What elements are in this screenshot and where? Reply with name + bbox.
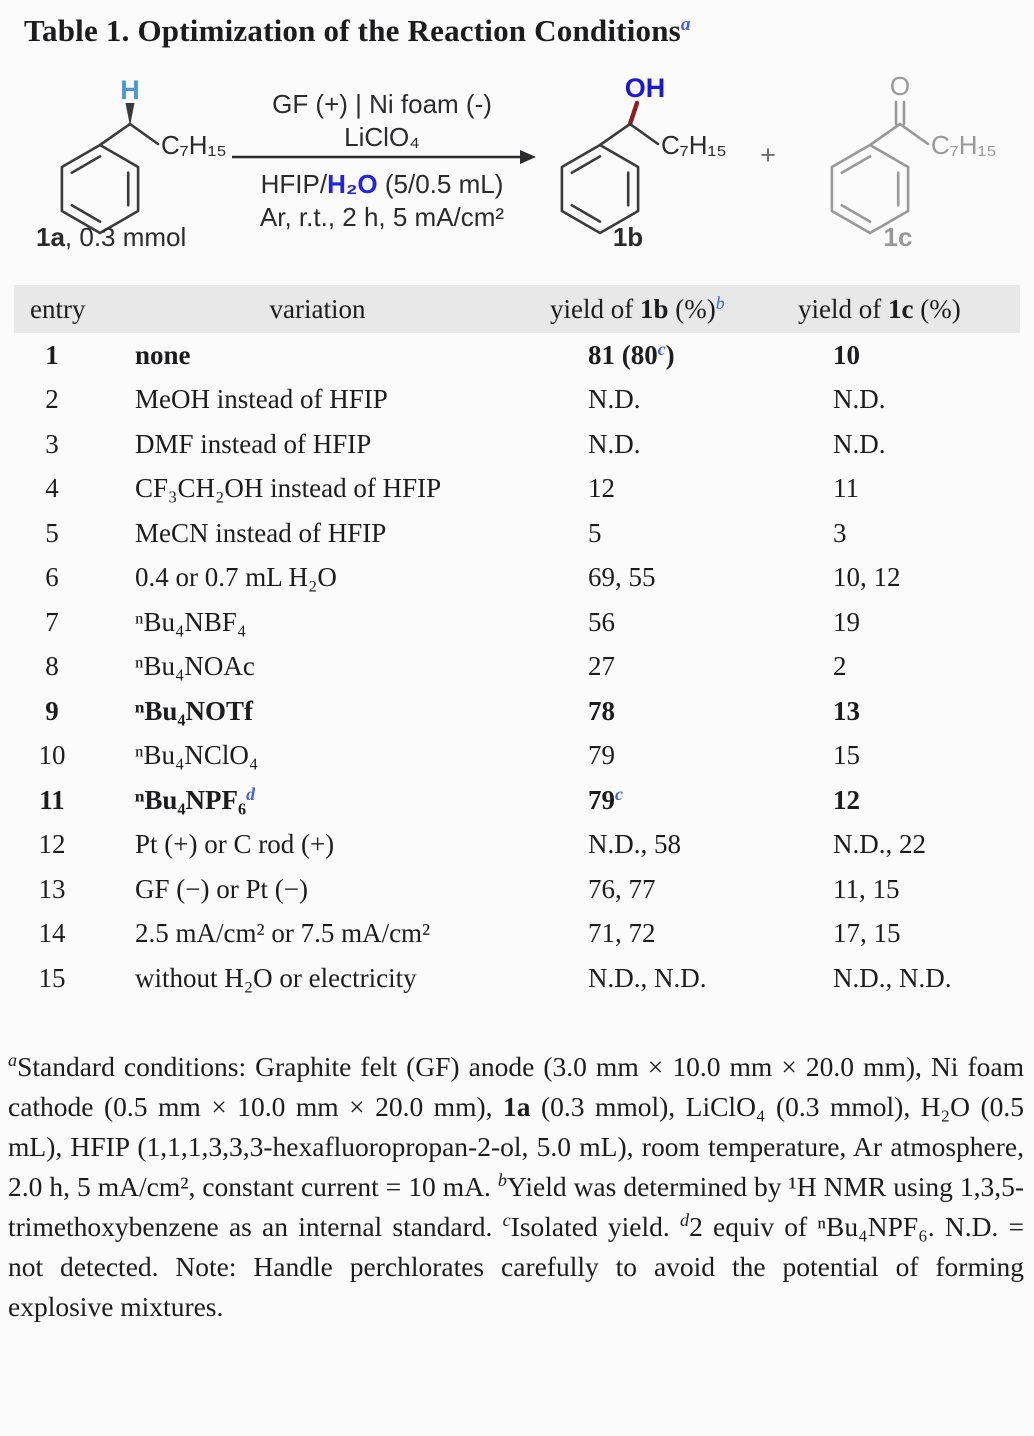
cell-variation [90,340,545,371]
table-row [14,734,1020,779]
cell-yield_1b [545,740,793,771]
text-segment: (0.3 mmol), LiClO₄ (0.3 mmol), H₂O (0.5 mL), HFIP (1,1,1,3,3,3-hexafluoropropan-2-ol, 5.0 mL), room temperature, Ar atmosphere, 2.0 h, 5 mA/cm², constant current = 10 mA. [8,1090,1025,1202]
text-segment: 8 [45,651,59,682]
text-segment: Pt (+) or C rod (+) [135,829,335,860]
product-1c-chain-label: C₇H₁₅ [931,130,997,160]
header-entry [14,294,90,325]
cell-yield_1b [545,785,793,816]
table-row [14,778,1020,823]
substrate-structure [36,75,227,252]
cell-yield_1b [545,562,793,593]
c-oh-bond [630,103,637,124]
text-segment: 78 [588,695,615,726]
product-1b-name: 1b [612,222,644,252]
text-segment: 12 [38,829,66,860]
text-segment: N.D. [833,428,886,459]
text-segment: N.D., N.D. [833,962,952,993]
text-segment: 2 equiv of ⁿBu₄NPF₆. N.D. = not detected. Note: Handle perchlorates carefully to avoid the potential of forming explosive mixtures. [8,1210,1025,1322]
text-segment: 13 [38,873,66,904]
cell-variation [90,740,545,771]
table-row [14,378,1020,423]
cell-yield_1c [793,429,1020,460]
text-segment: 5 [45,517,59,548]
cell-entry [14,785,90,816]
text-segment: ) [665,339,675,370]
text-segment: d [246,783,255,804]
text-segment: yield of [550,293,640,324]
text-segment: 0.4 or 0.7 mL H₂O [135,562,337,593]
cell-variation [90,651,545,682]
paper-table-figure [0,12,1034,1327]
cell-yield_1c [793,874,1020,905]
cell-yield_1c [793,607,1020,638]
electrolyte-text: LiClO₄ [344,122,420,152]
cell-variation [90,384,545,415]
cell-variation [90,607,545,638]
text-segment: 7 [45,606,59,637]
footnote [8,1047,1024,1327]
text-segment: ⁿBu₄NOTf [135,695,254,726]
reaction-arrow [232,89,536,232]
cell-yield_1b [545,829,793,860]
table-row [14,422,1020,467]
benzene-ring [832,145,908,233]
benzene-ring [62,145,138,233]
cell-yield_1b [545,963,793,994]
text-segment: CF₃CH₂OH instead of HFIP [135,473,442,504]
carbonyl-double-bond [896,102,904,124]
cell-entry [14,918,90,949]
cell-entry [14,562,90,593]
text-segment: a [8,1050,18,1071]
table-body [14,333,1020,1001]
text-segment: Yield was determined by ¹H NMR using 1,3,5-trimethoxybenzene as an internal standard. [8,1170,1024,1242]
cell-yield_1b [545,473,793,504]
text-segment: N.D., 58 [588,829,681,860]
text-segment: N.D. [588,428,641,459]
table-row [14,556,1020,601]
table-row [14,867,1020,912]
substrate-name: 1a, 0.3 mmol [36,222,187,252]
cell-entry [14,696,90,727]
cell-variation [90,963,545,994]
text-segment: N.D. [833,384,886,415]
text-segment: 11 [833,473,859,504]
text-segment: Isolated yield. [510,1210,680,1242]
product-1c-name: 1c [883,222,913,252]
table-row [14,912,1020,957]
cell-yield_1c [793,562,1020,593]
cell-entry [14,963,90,994]
table-title-footnote-marker: a [680,14,691,36]
cell-entry [14,874,90,905]
arrow-head [520,150,536,164]
text-segment: 56 [588,606,615,637]
benzylic-bond [870,124,900,145]
table-row [14,823,1020,868]
text-segment: b [715,292,725,313]
text-segment: ⁿBu₄NOAc [135,651,255,682]
cell-yield_1c [793,518,1020,549]
text-segment: 1c [887,293,914,324]
cell-variation [90,829,545,860]
cell-entry [14,829,90,860]
cell-yield_1c [793,340,1020,371]
cell-variation [90,696,545,727]
cell-variation [90,918,545,949]
table-row [14,689,1020,734]
benzylic-h-label: H [120,75,140,105]
text-segment: 14 [38,918,66,949]
table-row [14,600,1020,645]
benzylic-bond [100,124,130,145]
cell-variation [90,473,545,504]
cell-yield_1c [793,473,1020,504]
header-yield-1c [793,294,1020,325]
optimization-table [14,285,1020,1001]
text-segment: 79 [588,784,615,815]
text-segment: b [497,1170,507,1191]
table-row [14,511,1020,556]
text-segment: 1b [639,293,669,324]
text-segment: GF (−) or Pt (−) [135,873,308,904]
cell-yield_1b [545,607,793,638]
cell-yield_1c [793,785,1020,816]
text-segment: 10, 12 [833,562,901,593]
plus-sign: + [760,140,776,170]
text-segment: N.D., 22 [833,829,926,860]
text-segment: Standard conditions: Graphite felt (GF) anode (3.0 mm × 10.0 mm × 20.0 mm), Ni foam cathode (0.5 mm × 10.0 mm × 20.0 mm), [8,1050,1024,1122]
product-1b-chain-label: C₇H₁₅ [661,130,727,160]
text-segment: c [657,338,666,359]
text-segment: 2 [45,384,59,415]
cell-entry [14,518,90,549]
substrate-chain-label: C₇H₁₅ [161,130,227,160]
wedge-bond [126,103,135,126]
cell-entry [14,607,90,638]
text-segment: N.D. [588,384,641,415]
cell-entry [14,340,90,371]
text-segment: 9 [45,695,59,726]
cell-yield_1c [793,963,1020,994]
table-row [14,333,1020,378]
text-segment: c [502,1210,511,1231]
cell-yield_1b [545,518,793,549]
hydroxyl-label: OH [624,73,666,103]
text-segment: 27 [588,651,615,682]
cell-yield_1b [545,429,793,460]
product-1c-structure [832,71,997,252]
cell-yield_1c [793,918,1020,949]
cell-yield_1c [793,696,1020,727]
text-segment: 1a [502,1090,531,1122]
text-segment: 10 [38,740,66,771]
text-segment: 5 [588,517,602,548]
text-segment: 17, 15 [833,918,901,949]
text-segment: 15 [38,962,66,993]
cell-variation [90,874,545,905]
text-segment: 13 [833,695,860,726]
text-segment: 19 [833,606,860,637]
text-segment: DMF instead of HFIP [135,428,372,459]
cell-variation [90,785,545,816]
text-segment: ⁿBu₄NBF₄ [135,606,247,637]
cell-yield_1b [545,874,793,905]
table-row [14,467,1020,512]
chain-bond [900,124,928,144]
text-segment: 15 [833,740,860,771]
text-segment: 3 [45,428,59,459]
text-segment: yield of [798,293,888,324]
product-1b-structure [562,73,727,252]
text-segment: 4 [45,473,59,504]
cell-yield_1b [545,696,793,727]
text-segment: 12 [588,473,615,504]
text-segment: MeOH instead of HFIP [135,384,388,415]
anode-cathode-text: GF (+) | Ni foam (-) [272,89,492,119]
text-segment: ⁿBu₄NClO₄ [135,740,259,771]
text-segment: ⁿBu₄NPF₆ [135,784,247,815]
cell-yield_1b [545,340,793,371]
text-segment: 1 [45,339,59,370]
cell-yield_1c [793,829,1020,860]
cell-yield_1b [545,384,793,415]
cell-yield_1c [793,740,1020,771]
benzene-double-bonds [572,156,628,221]
table-header-row [14,285,1020,333]
text-segment: 3 [833,517,847,548]
table-title [24,12,1014,55]
text-segment: 79 [588,740,615,771]
text-segment: 69, 55 [588,562,656,593]
chain-bond [630,124,658,144]
chain-bond [130,124,158,144]
conditions-text: Ar, r.t., 2 h, 5 mA/cm² [259,202,505,232]
cell-variation [90,518,545,549]
cell-entry [14,429,90,460]
cell-entry [14,740,90,771]
text-segment: (%) [668,293,716,324]
text-segment: 6 [45,562,59,593]
cell-entry [14,651,90,682]
cell-entry [14,473,90,504]
text-segment: 76, 77 [588,873,656,904]
cell-yield_1b [545,651,793,682]
text-segment: MeCN instead of HFIP [135,517,387,548]
text-segment: (%) [913,293,961,324]
text-segment: 71, 72 [588,918,656,949]
text-segment: 2 [833,651,847,682]
text-segment: 2.5 mA/cm² or 7.5 mA/cm² [135,918,431,949]
text-segment: variation [269,293,366,324]
text-segment: 81 (80 [588,339,658,370]
cell-yield_1c [793,384,1020,415]
text-segment: 12 [833,784,860,815]
table-row [14,956,1020,1001]
text-segment: 11 [39,784,65,815]
text-segment: 10 [833,339,860,370]
benzene-double-bonds [72,156,128,221]
text-segment: c [615,783,623,804]
text-segment: none [135,339,191,370]
cell-variation [90,562,545,593]
text-segment: without H₂O or electricity [135,962,417,993]
reaction-scheme [0,69,1034,269]
header-yield-1b [545,294,793,325]
text-segment: d [679,1210,690,1231]
table-row [14,645,1020,690]
cell-yield_1b [545,918,793,949]
benzylic-bond [600,124,630,145]
text-segment: entry [30,293,86,324]
cell-yield_1c [793,651,1020,682]
carbonyl-o-label: O [889,71,911,101]
cell-variation [90,429,545,460]
text-segment: 11, 15 [833,873,900,904]
cell-entry [14,384,90,415]
text-segment: N.D., N.D. [588,962,707,993]
header-variation [90,294,545,325]
table-title-text: Table 1. Optimization of the Reaction Conditions [24,13,681,48]
solvent-text: HFIP/H₂O (5/0.5 mL) [260,169,504,199]
benzene-ring [562,145,638,233]
benzene-double-bonds [842,156,898,221]
